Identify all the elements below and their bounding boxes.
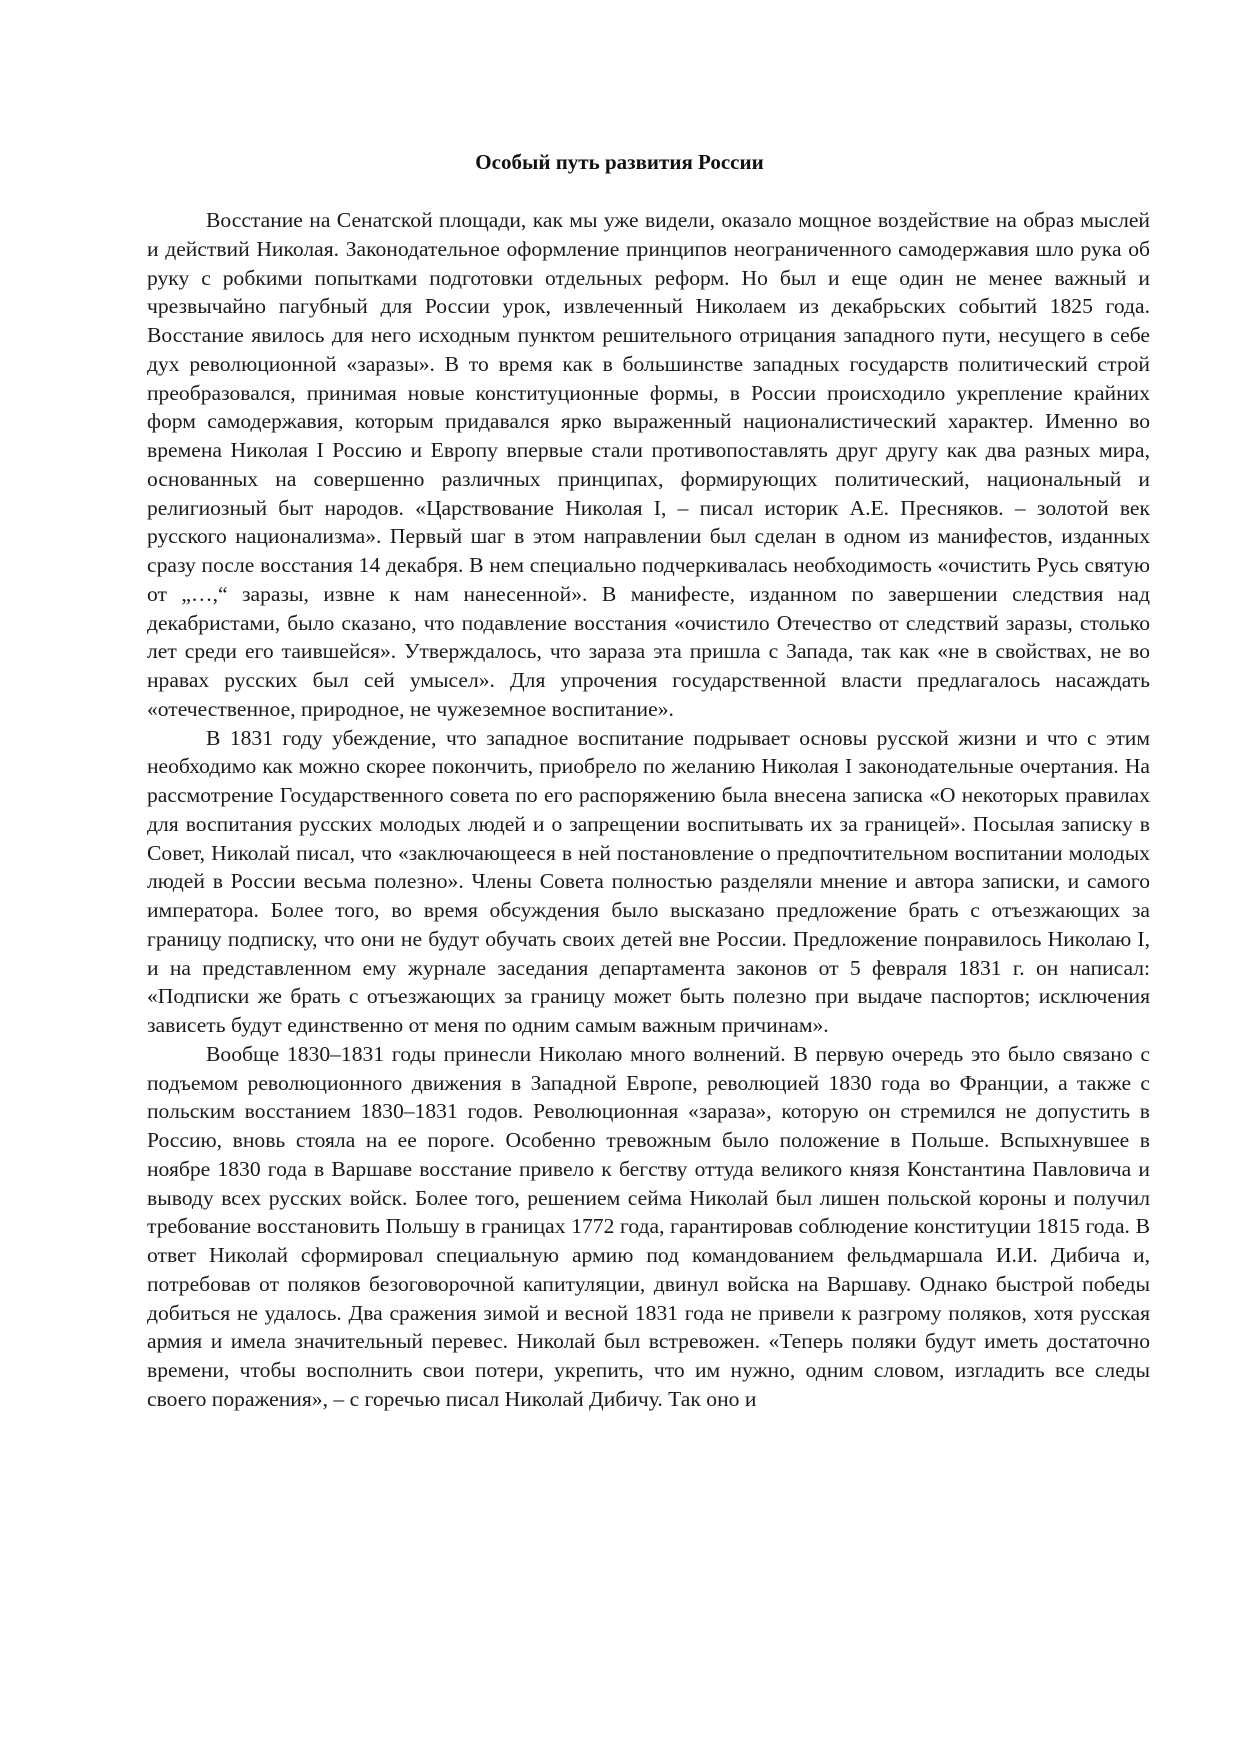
paragraph-3: Вообще 1830–1831 годы принесли Николаю много волнений. В первую очередь это было связано с подъемом революционного движения в Западной Европе, революцией 1830 года во Франции, а также с польским восстанием 1830–1831 годов. Революционная «зараза», которую он стремился не допустить в Россию, вновь стояла на ее пороге. Особенно тревожным было положение в Польше. Вспыхнувшее в ноябре 1830 года в Варшаве восстание привело к бегству оттуда великого князя Константина Павловича и выводу всех русских войск. Более того, решением сейма Николай был лишен польской короны и получил требование восстановить Польшу в границах 1772 года, гарантировав соблюдение конституции 1815 года. В ответ Николай сформировал специальную армию под командованием фельдмаршала И.И. Дибича и, потребовав от поляков безоговорочной капитуляции, двинул войска на Варшаву. Однако быстрой победы добиться не удалось. Два сражения зимой и весной 1831 года не привели к разгрому поляков, хотя русская армия и имела значительный перевес. Николай был встревожен. «Теперь поляки будут иметь достаточно времени, чтобы восполнить свои потери, укрепить, что им нужно, одним словом, изгладить все следы своего поражения», – с горечью писал Николай Дибичу. Так оно и	[147, 1041, 1150, 1411]
document-body	[147, 206, 1150, 1414]
paragraph-1: Восстание на Сенатской площади, как мы уже видели, оказало мощное воздействие на образ мыслей и действий Николая. Законодательное оформление принципов неограниченного самодержавия шло рука об руку с робкими попытками подготовки отдельных реформ. Но был и еще один не менее важный и чрезвычайно пагубный для России урок, извлеченный Николаем из декабрьских событий 1825 года. Восстание явилось для него исходным пунктом решительного отрицания западного пути, несущего в себе дух революционной «заразы». В то время как в большинстве западных государств политический строй преобразовался, принимая новые конституционные формы, в России происходило укрепление крайних форм самодержавия, которым придавался ярко выраженный националистический характер. Именно во времена Николая I Россию и Европу впервые стали противопоставлять друг другу как два разных мира, основанных на совершенно различных принципах, формирующих политический, национальный и религиозный быт народов. «Царствование Николая I, – писал историк А.Е. Пресняков. – золотой век русского национализма». Первый шаг в этом направлении был сделан в одном из манифестов, изданных сразу после восстания 14 декабря. В нем специально подчеркивалась необходимость «очистить Русь святую от „…,“ заразы, извне к нам нанесенной». В манифесте, изданном по завершении следствия над декабристами, было сказано, что подавление восстания «очистило Отечество от следствий заразы, столько лет среди его таившейся». Утверждалось, что зараза эта пришла с Запада, так как «не в свойствах, не во нравах русских был сей умысел». Для упрочения государственной власти предлагалось насаждать «отечественное, природное, не чужеземное воспитание».	[147, 208, 1150, 721]
paragraph-2: В 1831 году убеждение, что западное воспитание подрывает основы русской жизни и что с этим необходимо как можно скорее покончить, приобрело по желанию Николая I законодательные очертания. На рассмотрение Государственного совета по его распоряжению была внесена записка «О некоторых правилах для воспитания русских молодых людей и о запрещении воспитывать их за границей». Посылая записку в Совет, Николай писал, что «заключающееся в ней постановление о предпочтительном воспитании молодых людей в России весьма полезно». Члены Совета полностью разделяли мнение и автора записки, и самого императора. Более того, во время обсуждения было высказано предложение брать с отъезжающих за границу подписку, что они не будут обучать своих детей вне России. Предложение понравилось Николаю I, и на представленном ему журнале заседания департамента законов от 5 февраля 1831 г. он написал: «Подписки же брать с отъезжающих за границу может быть полезно при выдаче паспортов; исключения зависеть будут единственно от меня по одним самым важным причинам».	[147, 725, 1150, 1037]
page-title: Особый путь развития России	[475, 150, 764, 174]
